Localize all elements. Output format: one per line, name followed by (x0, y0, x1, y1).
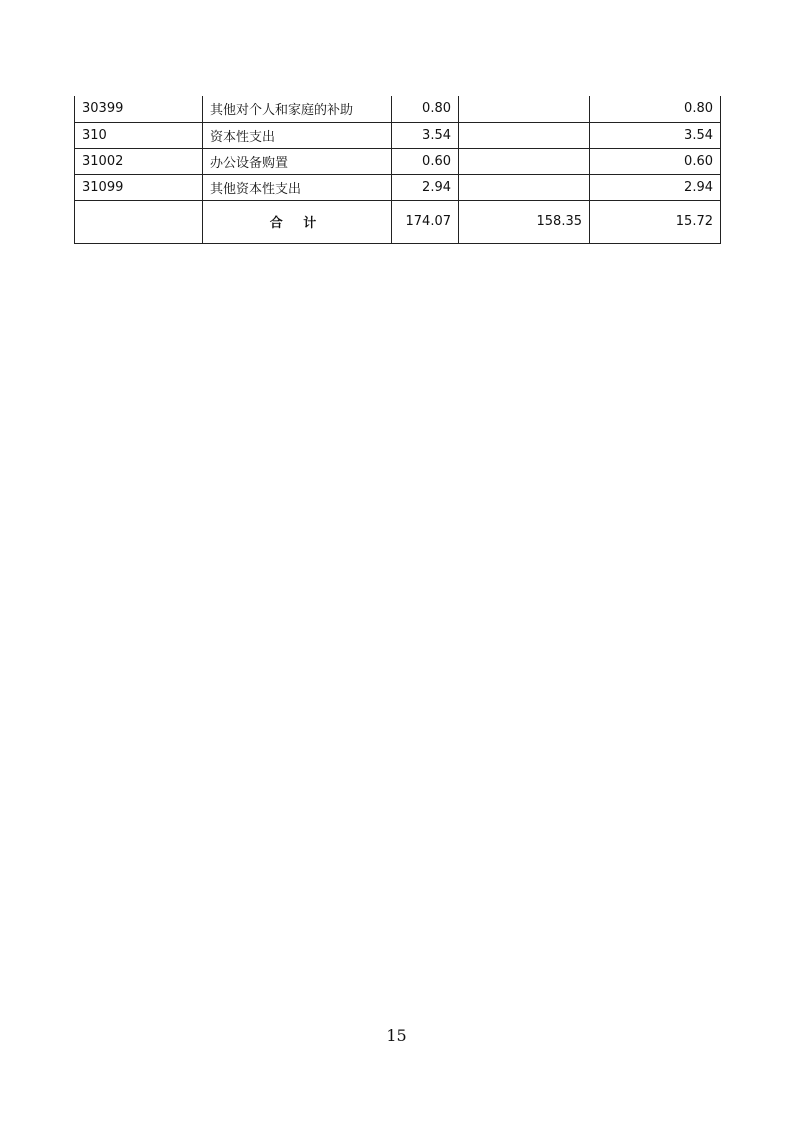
expense-name-cell: 其他资本性支出 (203, 174, 392, 200)
economic-code-cell: 310 (75, 122, 203, 148)
grand-total-project: 15.72 (590, 200, 721, 243)
grand-total-basic: 158.35 (459, 200, 590, 243)
economic-code-cell: 31002 (75, 148, 203, 174)
basic-amount-cell (459, 174, 590, 200)
project-amount-cell: 0.80 (590, 96, 721, 122)
table-row (75, 96, 721, 122)
basic-amount-cell (459, 148, 590, 174)
project-amount-cell: 2.94 (590, 174, 721, 200)
page-number: 15 (386, 1026, 407, 1045)
grand-total-amount: 174.07 (392, 200, 459, 243)
project-amount-cell: 3.54 (590, 122, 721, 148)
basic-amount-cell (459, 96, 590, 122)
totals-code-cell (75, 200, 203, 243)
totals-label: 合 计 (203, 200, 392, 243)
basic-amount-cell (459, 122, 590, 148)
project-amount-cell: 0.60 (590, 148, 721, 174)
table-row (75, 148, 721, 174)
total-amount-cell: 0.60 (392, 148, 459, 174)
total-amount-cell: 2.94 (392, 174, 459, 200)
economic-code-cell: 30399 (75, 96, 203, 122)
expenditure-table (74, 96, 721, 244)
totals-row (75, 200, 721, 243)
economic-code-cell: 31099 (75, 174, 203, 200)
total-amount-cell: 3.54 (392, 122, 459, 148)
total-amount-cell: 0.80 (392, 96, 459, 122)
expense-name-cell: 资本性支出 (203, 122, 392, 148)
table-row (75, 174, 721, 200)
table-row (75, 122, 721, 148)
expense-name-cell: 其他对个人和家庭的补助 (203, 96, 392, 122)
expense-name-cell: 办公设备购置 (203, 148, 392, 174)
